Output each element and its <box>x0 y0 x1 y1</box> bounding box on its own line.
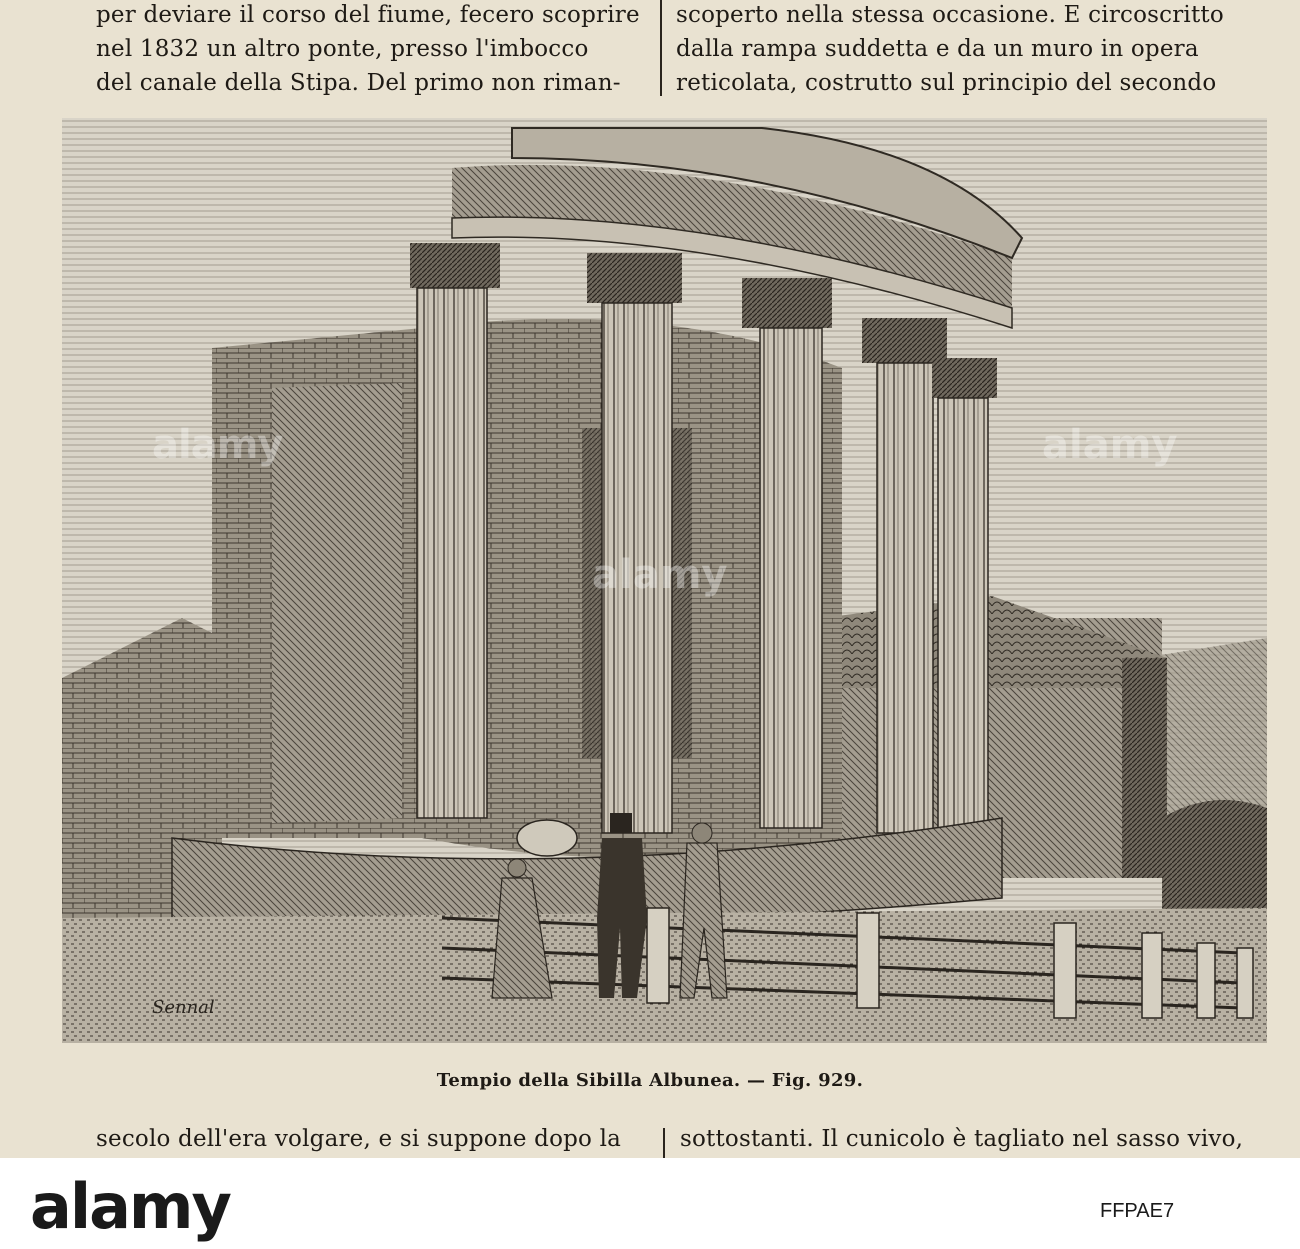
column-3 <box>760 328 822 828</box>
capital-1 <box>410 243 500 288</box>
watermark-2: alamy <box>592 552 728 598</box>
text-line-right-1: scoperto nella stessa occasione. E circoscritto <box>676 2 1224 28</box>
watermark-1: alamy <box>152 422 283 468</box>
image-id: FFPAE7 <box>1100 1200 1175 1222</box>
capital-4 <box>862 318 947 363</box>
column-5 <box>938 398 988 828</box>
brand-logo: alamy <box>30 1170 230 1243</box>
text-line-left-2: nel 1832 un altro ponte, presso l'imbocco <box>96 36 589 62</box>
text-line-left-bottom: secolo dell'era volgare, e si suppone dopo la <box>96 1126 622 1152</box>
column-1 <box>417 288 487 818</box>
capital-2 <box>587 253 682 303</box>
capital-5 <box>932 358 997 398</box>
engraver-signature: Sennal <box>152 997 215 1018</box>
text-line-left-1: per deviare il corso del fiume, fecero scoprire <box>96 2 640 28</box>
figure-caption: Tempio della Sibilla Albunea. — Fig. 929. <box>436 1070 864 1091</box>
doorway <box>272 383 402 823</box>
text-line-right-bottom: sottostanti. Il cunicolo è tagliato nel sasso vivo, <box>680 1126 1244 1152</box>
text-line-right-3: reticolata, costrutto sul principio del secondo <box>676 70 1217 96</box>
column-divider-top <box>660 0 662 96</box>
text-line-left-3: del canale della Stipa. Del primo non riman- <box>96 70 621 96</box>
text-line-right-2: dalla rampa suddetta e da un muro in opera <box>676 36 1199 62</box>
column-4 <box>877 363 933 833</box>
capital-3 <box>742 278 832 328</box>
temple-engraving <box>62 118 1267 1043</box>
column-divider-bottom <box>663 1128 665 1158</box>
house-side <box>1122 658 1167 878</box>
watermark-3: alamy <box>1042 422 1178 468</box>
